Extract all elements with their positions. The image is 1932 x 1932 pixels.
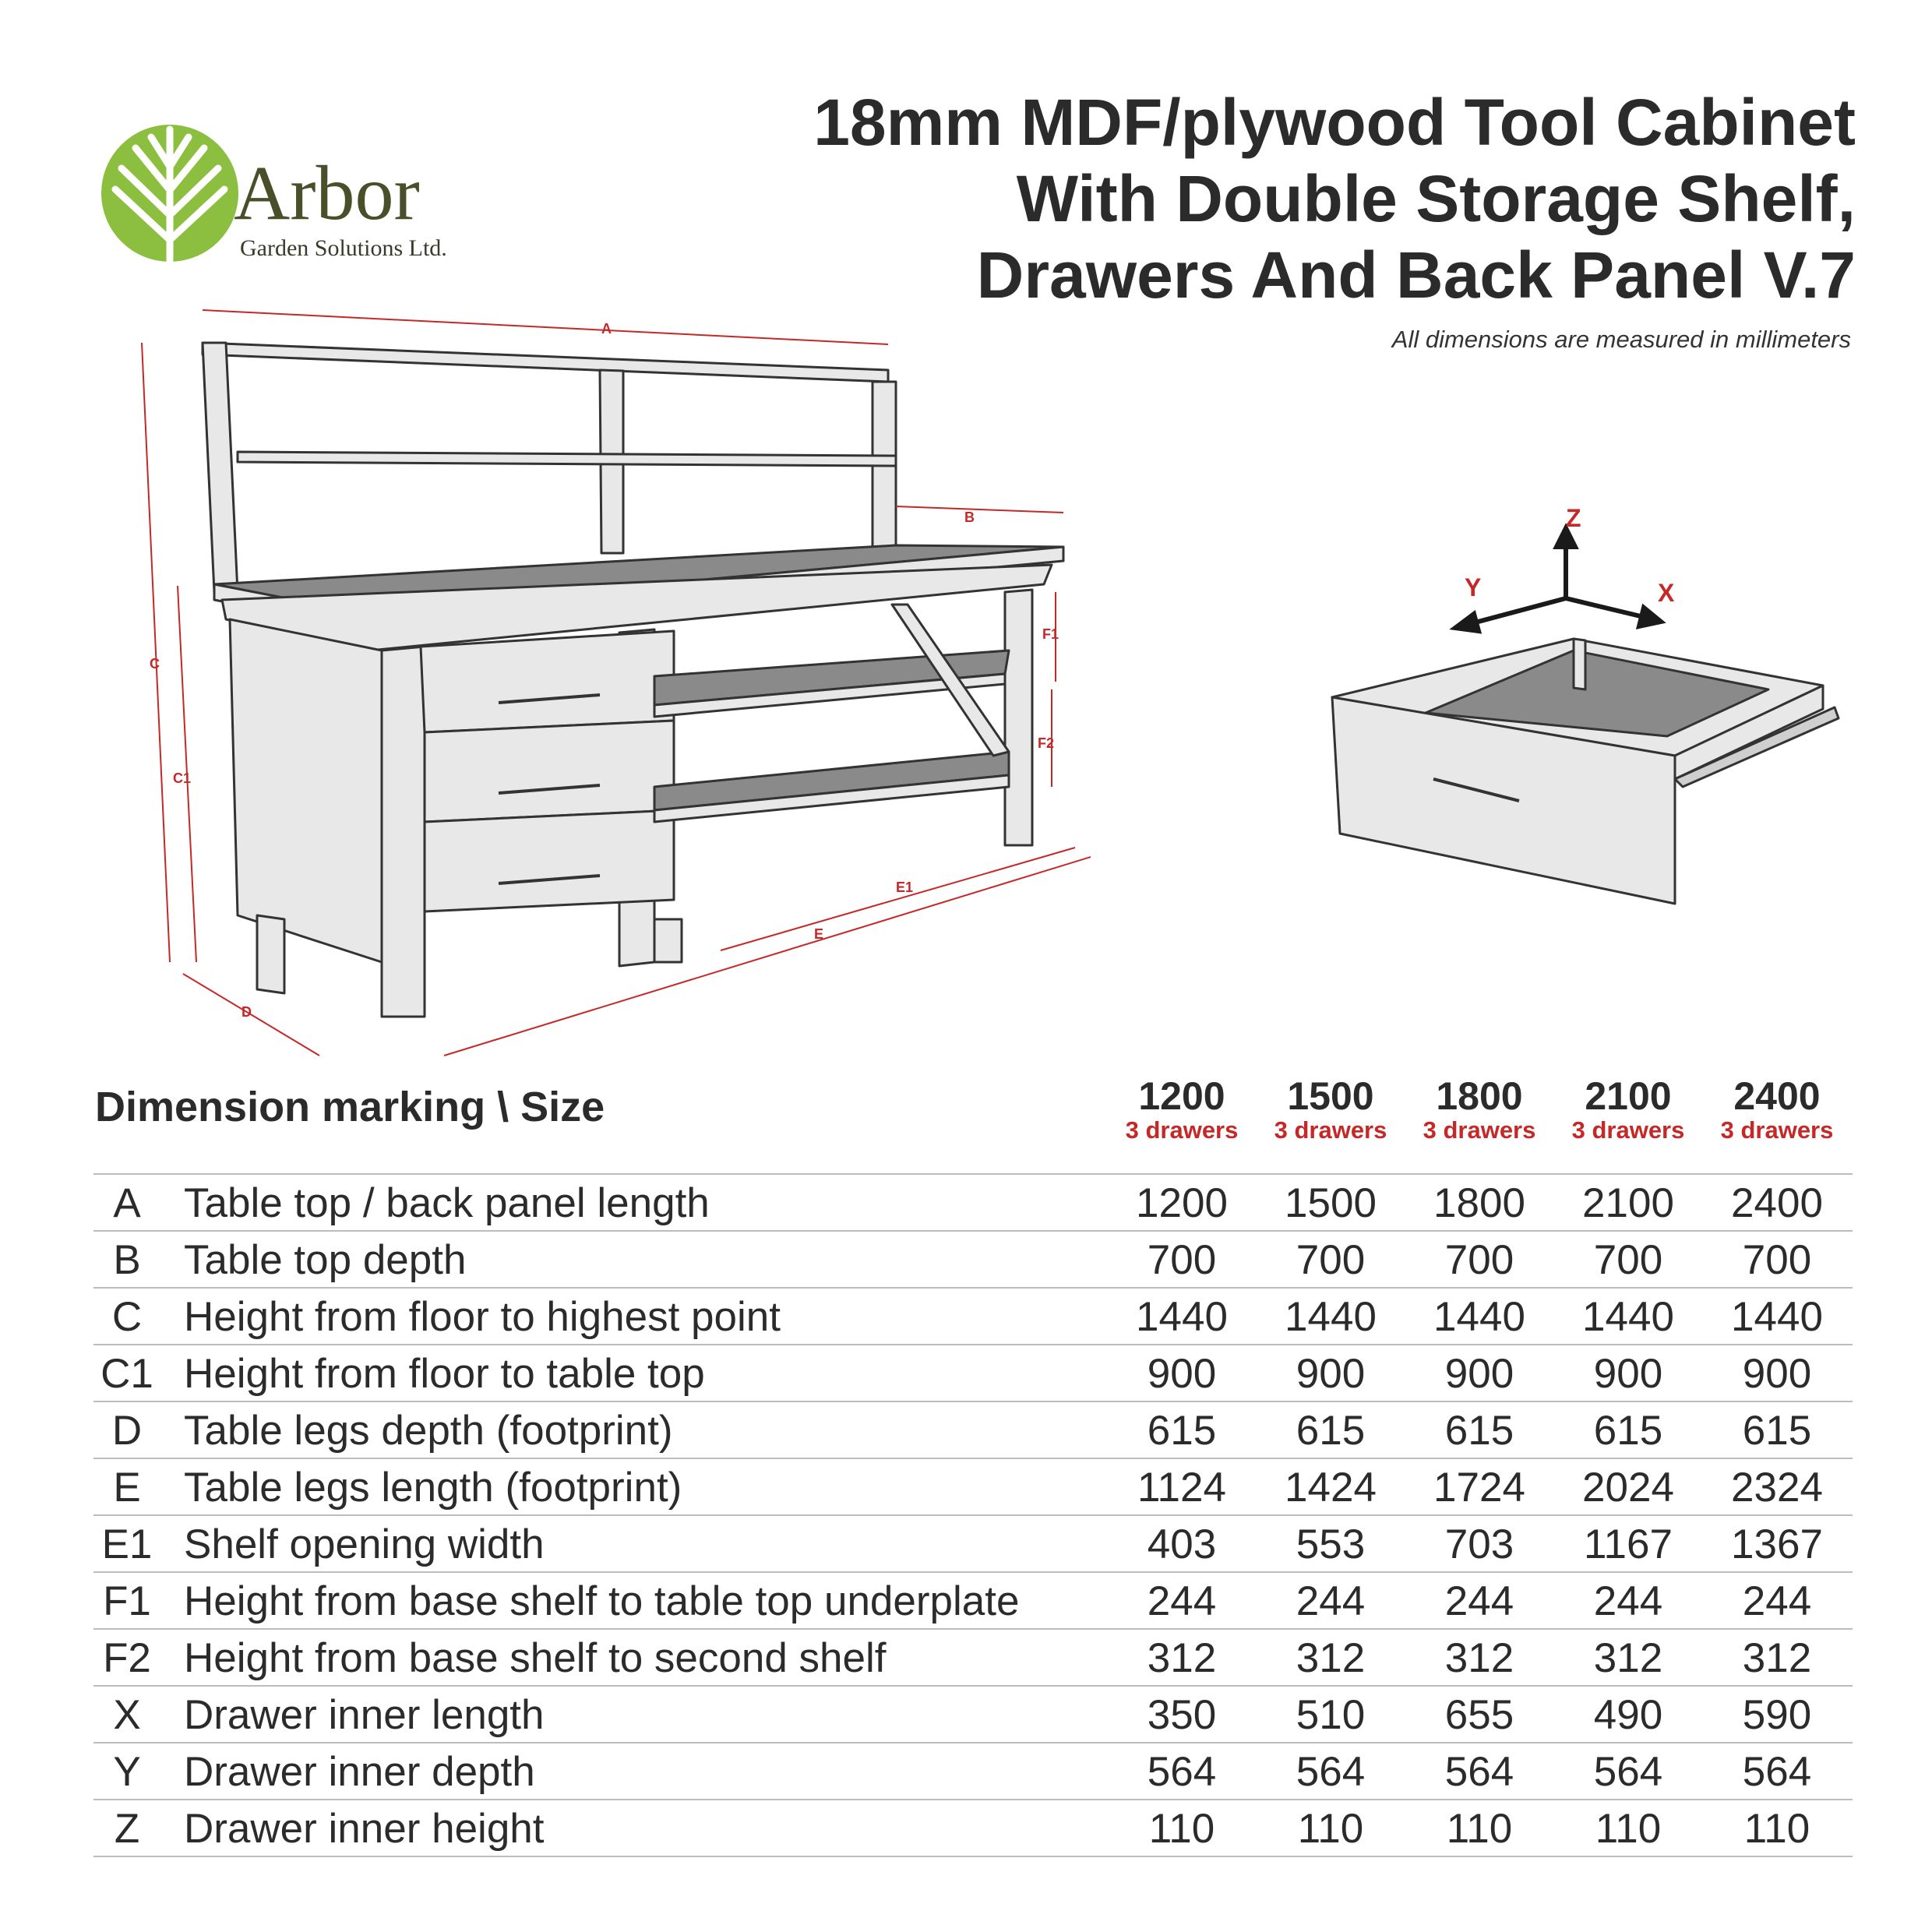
row-value: 1724 [1433,1465,1525,1511]
row-code: B [113,1237,141,1283]
title-line-2: With Double Storage Shelf, [1016,162,1856,235]
column-header-1500 [1253,1075,1408,1144]
row-value: 110 [1446,1806,1513,1852]
row-value: 2024 [1582,1465,1674,1511]
table-row [93,1573,1853,1630]
row-value: 700 [1296,1237,1366,1283]
row-value: 900 [1296,1351,1366,1397]
dim-label-c1: C1 [173,770,192,786]
row-value: 1800 [1433,1180,1525,1226]
row-value: 1200 [1136,1180,1228,1226]
row-value: 1440 [1136,1294,1228,1340]
row-label: Table legs length (footprint) [184,1465,682,1511]
row-value: 900 [1593,1351,1663,1397]
dim-label-e1: E1 [896,880,914,895]
row-value: 312 [1296,1635,1366,1681]
row-value: 2324 [1731,1465,1823,1511]
row-value: 1124 [1137,1465,1226,1511]
row-value: 900 [1147,1351,1217,1397]
row-value: 900 [1742,1351,1812,1397]
dim-label-f1: F1 [1042,626,1059,642]
dim-label-d: D [242,1004,252,1020]
page-title [813,84,1856,313]
row-value: 110 [1595,1806,1662,1852]
row-value: 1440 [1731,1294,1823,1340]
row-code: A [113,1180,141,1226]
table-heading: Dimension marking \ Size [95,1084,605,1130]
axis-label-y: Y [1465,573,1482,601]
row-value: 110 [1743,1806,1810,1852]
row-value: 655 [1444,1692,1514,1738]
row-label: Table top / back panel length [184,1180,710,1226]
table-row [93,1175,1853,1232]
cabinet-diagram [125,296,1091,1059]
row-value: 564 [1742,1749,1812,1795]
row-code: C1 [100,1351,153,1397]
row-value: 1367 [1731,1521,1823,1567]
table-row [93,1687,1853,1743]
row-value: 244 [1593,1578,1663,1624]
table-row [93,1232,1853,1289]
title-line-3: Drawers And Back Panel V.7 [976,238,1856,312]
row-label: Shelf opening width [184,1521,545,1567]
row-value: 244 [1742,1578,1812,1624]
row-value: 564 [1296,1749,1366,1795]
row-value: 490 [1593,1692,1663,1738]
row-value: 564 [1444,1749,1514,1795]
row-value: 700 [1444,1237,1514,1283]
axis-label-x: X [1658,579,1675,607]
row-value: 312 [1147,1635,1217,1681]
row-label: Drawer inner height [184,1806,545,1852]
row-value: 244 [1147,1578,1217,1624]
row-value: 553 [1296,1521,1366,1567]
row-value: 615 [1444,1408,1514,1454]
drawer-diagram [1317,506,1862,927]
row-value: 615 [1742,1408,1812,1454]
row-value: 700 [1147,1237,1217,1283]
row-value: 350 [1147,1692,1217,1738]
dim-label-e: E [814,926,824,942]
column-size: 1200 [1138,1074,1225,1118]
row-value: 2400 [1731,1180,1823,1226]
row-value: 312 [1742,1635,1812,1681]
brand-name: Arbor [234,150,420,236]
row-value: 1424 [1285,1465,1377,1511]
row-code: C [111,1294,143,1340]
row-code: Y [113,1749,141,1795]
row-label: Height from base shelf to second shelf [184,1635,887,1681]
row-value: 1440 [1582,1294,1674,1340]
row-code: E [113,1465,141,1511]
row-value: 244 [1444,1578,1514,1624]
row-label: Drawer inner depth [184,1749,535,1795]
row-code: F1 [103,1578,151,1624]
row-label: Drawer inner length [184,1692,545,1738]
units-note: All dimensions are measured in millimeters [1391,326,1851,353]
column-drawers: 3 drawers [1125,1116,1239,1144]
column-header-2100 [1550,1075,1706,1144]
row-value: 1440 [1433,1294,1525,1340]
row-value: 564 [1593,1749,1663,1795]
table-row [93,1345,1853,1402]
column-size: 2100 [1585,1074,1672,1118]
brand-subtitle: Garden Solutions Ltd. [240,235,447,261]
column-size: 1500 [1287,1074,1374,1118]
table-row [93,1289,1853,1345]
row-value: 110 [1297,1806,1364,1852]
table-row [93,1459,1853,1516]
title-line-1: 18mm MDF/plywood Tool Cabinet [813,86,1856,159]
dim-label-f2: F2 [1038,735,1055,751]
table-row [93,1743,1853,1800]
row-code: Z [114,1806,140,1852]
row-value: 2100 [1582,1180,1674,1226]
row-label: Table top depth [184,1237,467,1283]
row-label: Height from floor to table top [184,1351,705,1397]
axis-label-z: Z [1566,506,1581,532]
row-value: 403 [1147,1521,1217,1567]
row-value: 615 [1593,1408,1663,1454]
row-value: 312 [1593,1635,1663,1681]
row-value: 244 [1296,1578,1366,1624]
column-header-1200 [1104,1075,1260,1144]
row-value: 110 [1148,1806,1215,1852]
column-drawers: 3 drawers [1571,1116,1685,1144]
table-row [93,1630,1853,1687]
row-value: 700 [1593,1237,1663,1283]
dim-label-a: A [601,321,612,337]
table-row [93,1800,1853,1857]
row-value: 700 [1742,1237,1812,1283]
row-value: 1440 [1285,1294,1377,1340]
row-value: 564 [1147,1749,1217,1795]
column-drawers: 3 drawers [1720,1116,1834,1144]
column-size: 1800 [1436,1074,1523,1118]
table-row [93,1402,1853,1459]
column-header-1800 [1401,1075,1557,1144]
table-row [93,1516,1853,1573]
row-value: 615 [1147,1408,1217,1454]
row-value: 312 [1444,1635,1514,1681]
row-value: 1167 [1584,1521,1673,1567]
column-drawers: 3 drawers [1274,1116,1387,1144]
dim-label-c: C [150,656,160,672]
column-drawers: 3 drawers [1423,1116,1536,1144]
dim-label-b: B [964,509,975,525]
column-header-2400 [1699,1075,1855,1144]
row-value: 615 [1296,1408,1366,1454]
row-value: 510 [1296,1692,1366,1738]
row-code: X [113,1692,141,1738]
row-value: 703 [1444,1521,1514,1567]
row-value: 590 [1742,1692,1812,1738]
row-label: Height from base shelf to table top underplate [184,1578,1020,1624]
column-size: 2400 [1733,1074,1821,1118]
row-value: 900 [1444,1351,1514,1397]
arbor-leaf-logo-icon [100,123,240,263]
row-code: D [111,1408,143,1454]
table-body [93,1173,1853,1857]
row-value: 1500 [1285,1180,1377,1226]
row-code: F2 [103,1635,151,1681]
row-code: E1 [101,1521,153,1567]
row-label: Height from floor to highest point [184,1294,781,1340]
row-label: Table legs depth (footprint) [184,1408,673,1454]
